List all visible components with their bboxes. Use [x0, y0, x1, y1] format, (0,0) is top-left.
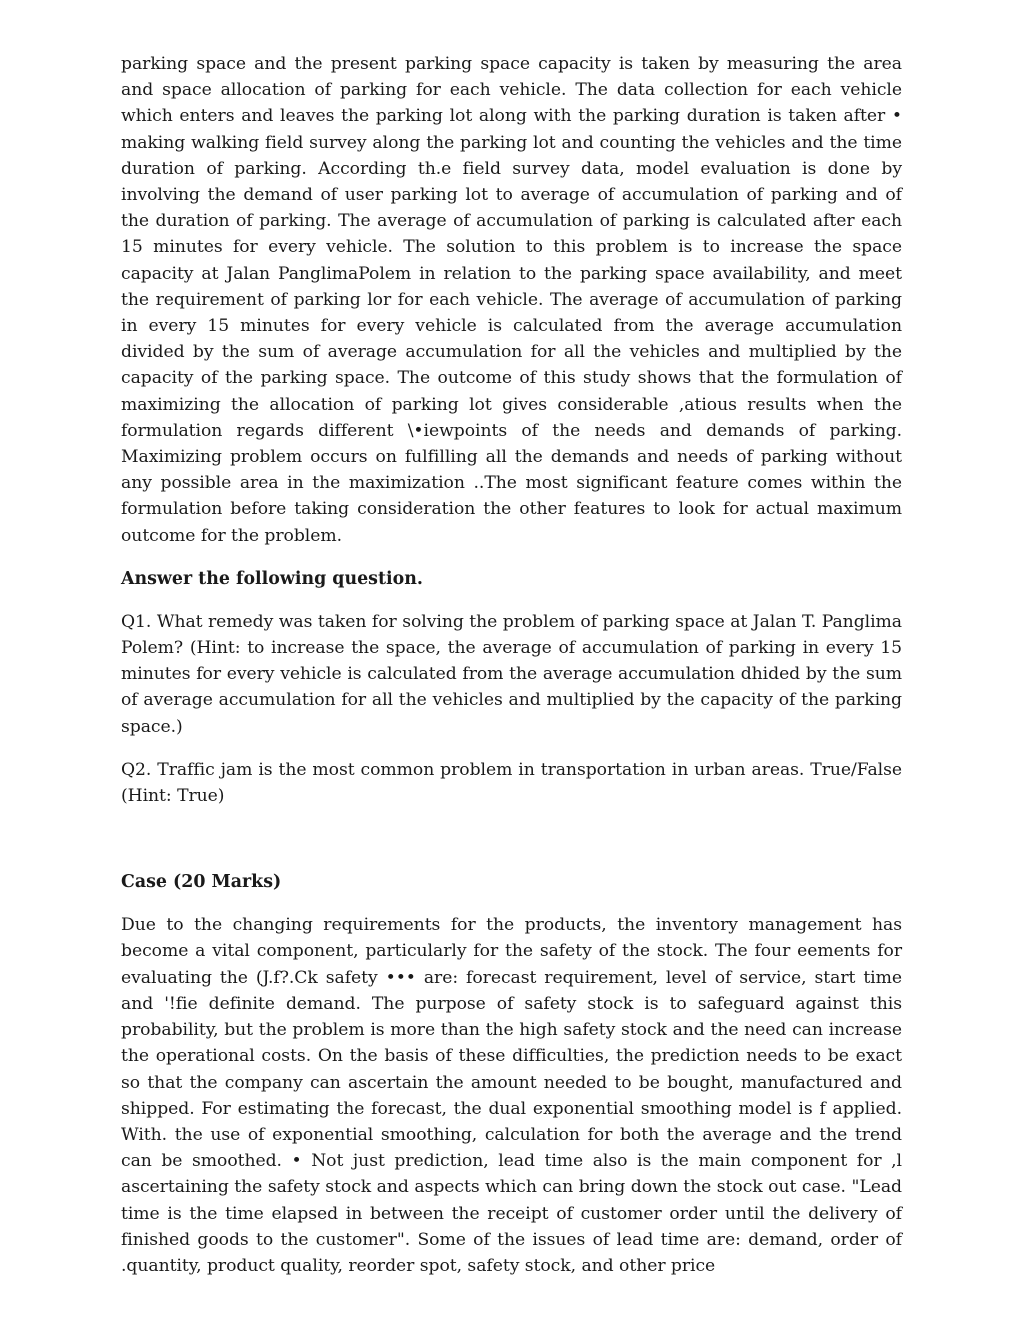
- document-page: [121, 51, 902, 1279]
- answer-heading: Answer the following question.: [121, 568, 423, 589]
- question-1: Q1. What remedy was taken for solving the problem of parking space at Jalan T. Panglima Polem? (Hint: to increase the space, the average of accumulation of parking in every 15 minutes for every vehicle is calculated from the average accumulation dhided by the sum of average accumulation for all the vehicles and multiplied by the capacity of the parking space.): [121, 611, 902, 737]
- intro-paragraph: parking space and the present parking space capacity is taken by measuring the area and space allocation of parking for each vehicle. The data collection for each vehicle which enters and leaves the parking lot along with the parking duration is taken after • making walking field survey along the parking lot and counting the vehicles and the time duration of parking. According th.e field survey data, model evaluation is done by involving the demand of user parking lot to average of accumulation of parking and of the duration of parking. The average of accumulation of parking is calculated after each 15 minutes for every vehicle. The solution to this problem is to increase the space capacity at Jalan PanglimaPolem in relation to the parking space availability, and meet the requirement of parking lor for each vehicle. The average of accumulation of parking in every 15 minutes for every vehicle is calculated from the average accumulation divided by the sum of average accumulation for all the vehicles and multiplied by the capacity of the parking space. The outcome of this study shows that the formulation of maximizing the allocation of parking lot gives considerable ,atious results when the formulation regards different \•iewpoints of the needs and demands of parking. Maximizing problem occurs on fulfilling all the demands and needs of parking without any possible area in the maximization ..The most significant feature comes within the formulation before taking consideration the other features to look for actual maximum outcome for the problem.: [121, 54, 902, 546]
- case-heading: Case (20 Marks): [121, 872, 282, 893]
- case-paragraph: Due to the changing requirements for the products, the inventory management has become a vital component, particularly for the safety of the stock. The four eements for evaluating the (J.f?.Ck safety ••• are: forecast requirement, level of service, start time and '!fie definite demand. The purpose of safety stock is to safeguard against this probability, but the problem is more than the high safety stock and the need can increase the operational costs. On the basis of these difficulties, the prediction needs to be exact so that the company can ascertain the amount needed to be bought, manufactured and shipped. For estimating the forecast, the dual exponential smoothing model is f applied. With. the use of exponential smoothing, calculation for both the average and the trend can be smoothed. • Not just prediction, lead time also is the main component for ,l ascertaining the safety stock and aspects which can bring down the stock out case. "Lead time is the time elapsed in between the receipt of customer order until the delivery of finished goods to the customer". Some of the issues of lead time are: demand, order of .quantity, product quality, reorder spot, safety stock, and other price: [121, 915, 902, 1276]
- question-2: Q2. Traffic jam is the most common problem in transportation in urban areas. True/False (Hint: True): [121, 759, 902, 807]
